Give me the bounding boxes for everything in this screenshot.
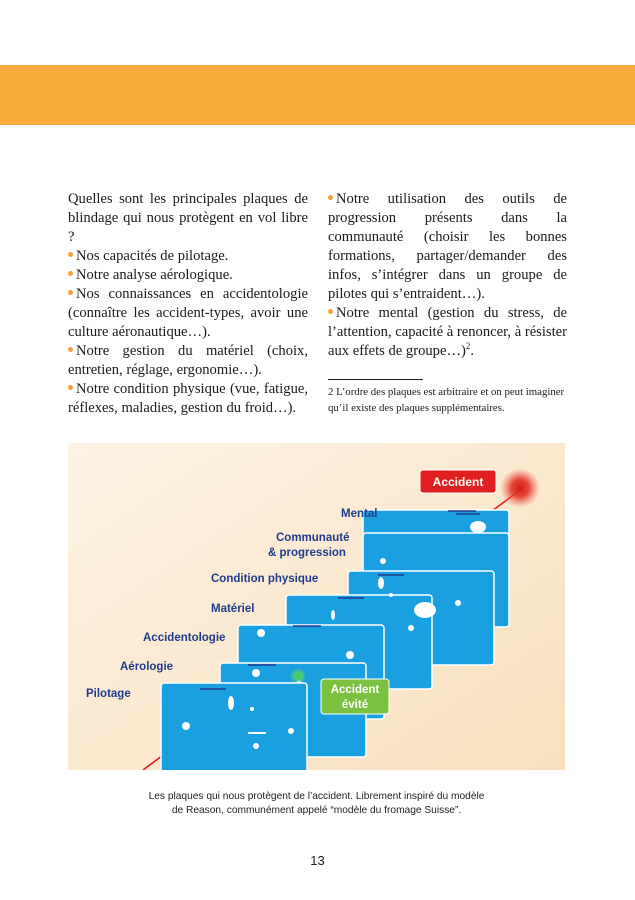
caption-line-2: de Reason, communément appelé “modèle du fromage Suisse”.: [171, 805, 462, 816]
list-item: Notre gestion du matériel (choix, entretien, réglage, ergonomie…).: [68, 343, 308, 378]
layer-label-communaute: Communauté: [276, 532, 350, 544]
intro-question: Quelles sont les principales plaques de blindage qui nous protègent en vol libre ?: [68, 191, 308, 245]
bullet-icon: [328, 309, 333, 314]
list-item: Notre mental (gestion du stress, de l’attention, capacité à renoncer, à résister aux effets de groupe…)$^2$.: [328, 305, 567, 359]
caption-line-1: Les plaques qui nous protègent de l’accident. Librement inspiré du modèle: [148, 791, 485, 802]
list-item: Nos capacités de pilotage.: [68, 247, 308, 266]
avoided-label-line2: évité: [341, 699, 369, 711]
figure-caption: [68, 790, 565, 818]
swiss-cheese-diagram: [68, 443, 565, 770]
bullet-icon: [68, 290, 73, 295]
plate-pilotage: [161, 683, 307, 770]
header-band: [0, 65, 635, 125]
layer-label-mental: Mental: [341, 508, 378, 520]
right-column: [328, 190, 567, 361]
list-item: Notre utilisation des outils de progression présents dans la communauté (choisir les bonnes formations, partager/demander des infos, s’intégrer dans un groupe de pilotes qui s’entraident…).: [328, 191, 567, 302]
layer-label-progression: & progression: [268, 547, 346, 559]
layer-label-accidentologie: Accidentologie: [143, 632, 226, 644]
accident-label: Accident: [432, 475, 484, 489]
list-item: Notre condition physique (vue, fatigue, réflexes, maladies, gestion du froid…).: [68, 381, 308, 416]
layer-label-pilotage: Pilotage: [86, 688, 131, 700]
page-number: 13: [310, 853, 325, 868]
layer-label-aerologie: Aérologie: [120, 661, 174, 673]
avoided-label-line1: Accident: [330, 684, 380, 696]
list-item: Notre analyse aérologique.: [68, 266, 308, 285]
footnote: 2 L’ordre des plaques est arbitraire et on peut imaginer qu’il existe des plaques supplémentaires.: [328, 386, 565, 414]
footnote-marker: 2: [465, 341, 471, 352]
bullet-icon: [68, 347, 73, 352]
bullet-icon: [68, 271, 73, 276]
bullet-icon: [328, 195, 333, 200]
bullet-icon: [68, 252, 73, 257]
list-item: Nos connaissances en accidentologie (connaître les accident-types, avoir une culture aéronautique…).: [68, 286, 308, 340]
accident-impact-glow: [500, 468, 540, 508]
footnote-rule: [328, 379, 423, 380]
swiss-cheese-figure: [68, 443, 565, 770]
layer-label-condition: Condition physique: [211, 573, 319, 585]
avoided-impact-glow: [290, 668, 306, 684]
bullet-icon: [68, 385, 73, 390]
layer-label-materiel: Matériel: [211, 603, 255, 615]
left-column: [68, 190, 308, 418]
